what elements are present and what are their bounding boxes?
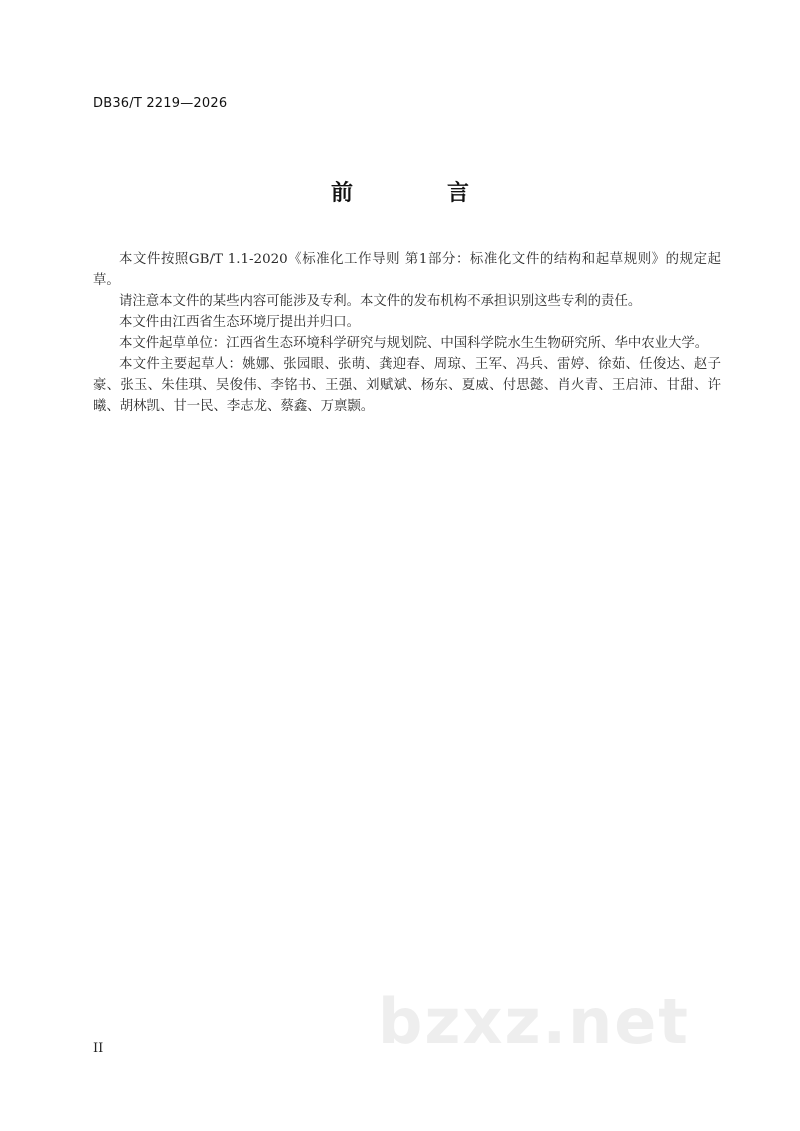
paragraph-patent-notice: 请注意本文件的某些内容可能涉及专利。本文件的发布机构不承担识别这些专利的责任。 [119, 294, 642, 309]
paragraph-drafters: 本文件主要起草人：姚娜、张园眼、张萌、龚迎春、周琼、王军、冯兵、雷婷、徐茹、任俊达、赵子豪、张玉、朱佳琪、吴俊伟、李铭书、王强、刘赋斌、杨东、夏威、付思懿、肖火青、王启沛、甘甜、许曦、胡林凯、甘一民、李志龙、蔡鑫、万禀颢。 [93, 357, 721, 414]
page-number: II [93, 1041, 104, 1056]
watermark-logo: bzxz.net [378, 985, 690, 1058]
section-title: 前 言 [330, 181, 505, 206]
foreword-body [93, 249, 721, 417]
paragraph-proposer: 本文件由江西省生态环境厅提出并归口。 [119, 315, 361, 330]
paragraph-drafting-units: 本文件起草单位：江西省生态环境科学研究与规划院、中国科学院水生生物研究所、华中农业大学。 [119, 336, 709, 351]
paragraph-drafting-rules: 本文件按照GB/T 1.1-2020《标准化工作导则 第1部分：标准化文件的结构和起草规则》的规定起草。 [93, 252, 721, 288]
document-code: DB36/T 2219—2026 [93, 96, 228, 111]
